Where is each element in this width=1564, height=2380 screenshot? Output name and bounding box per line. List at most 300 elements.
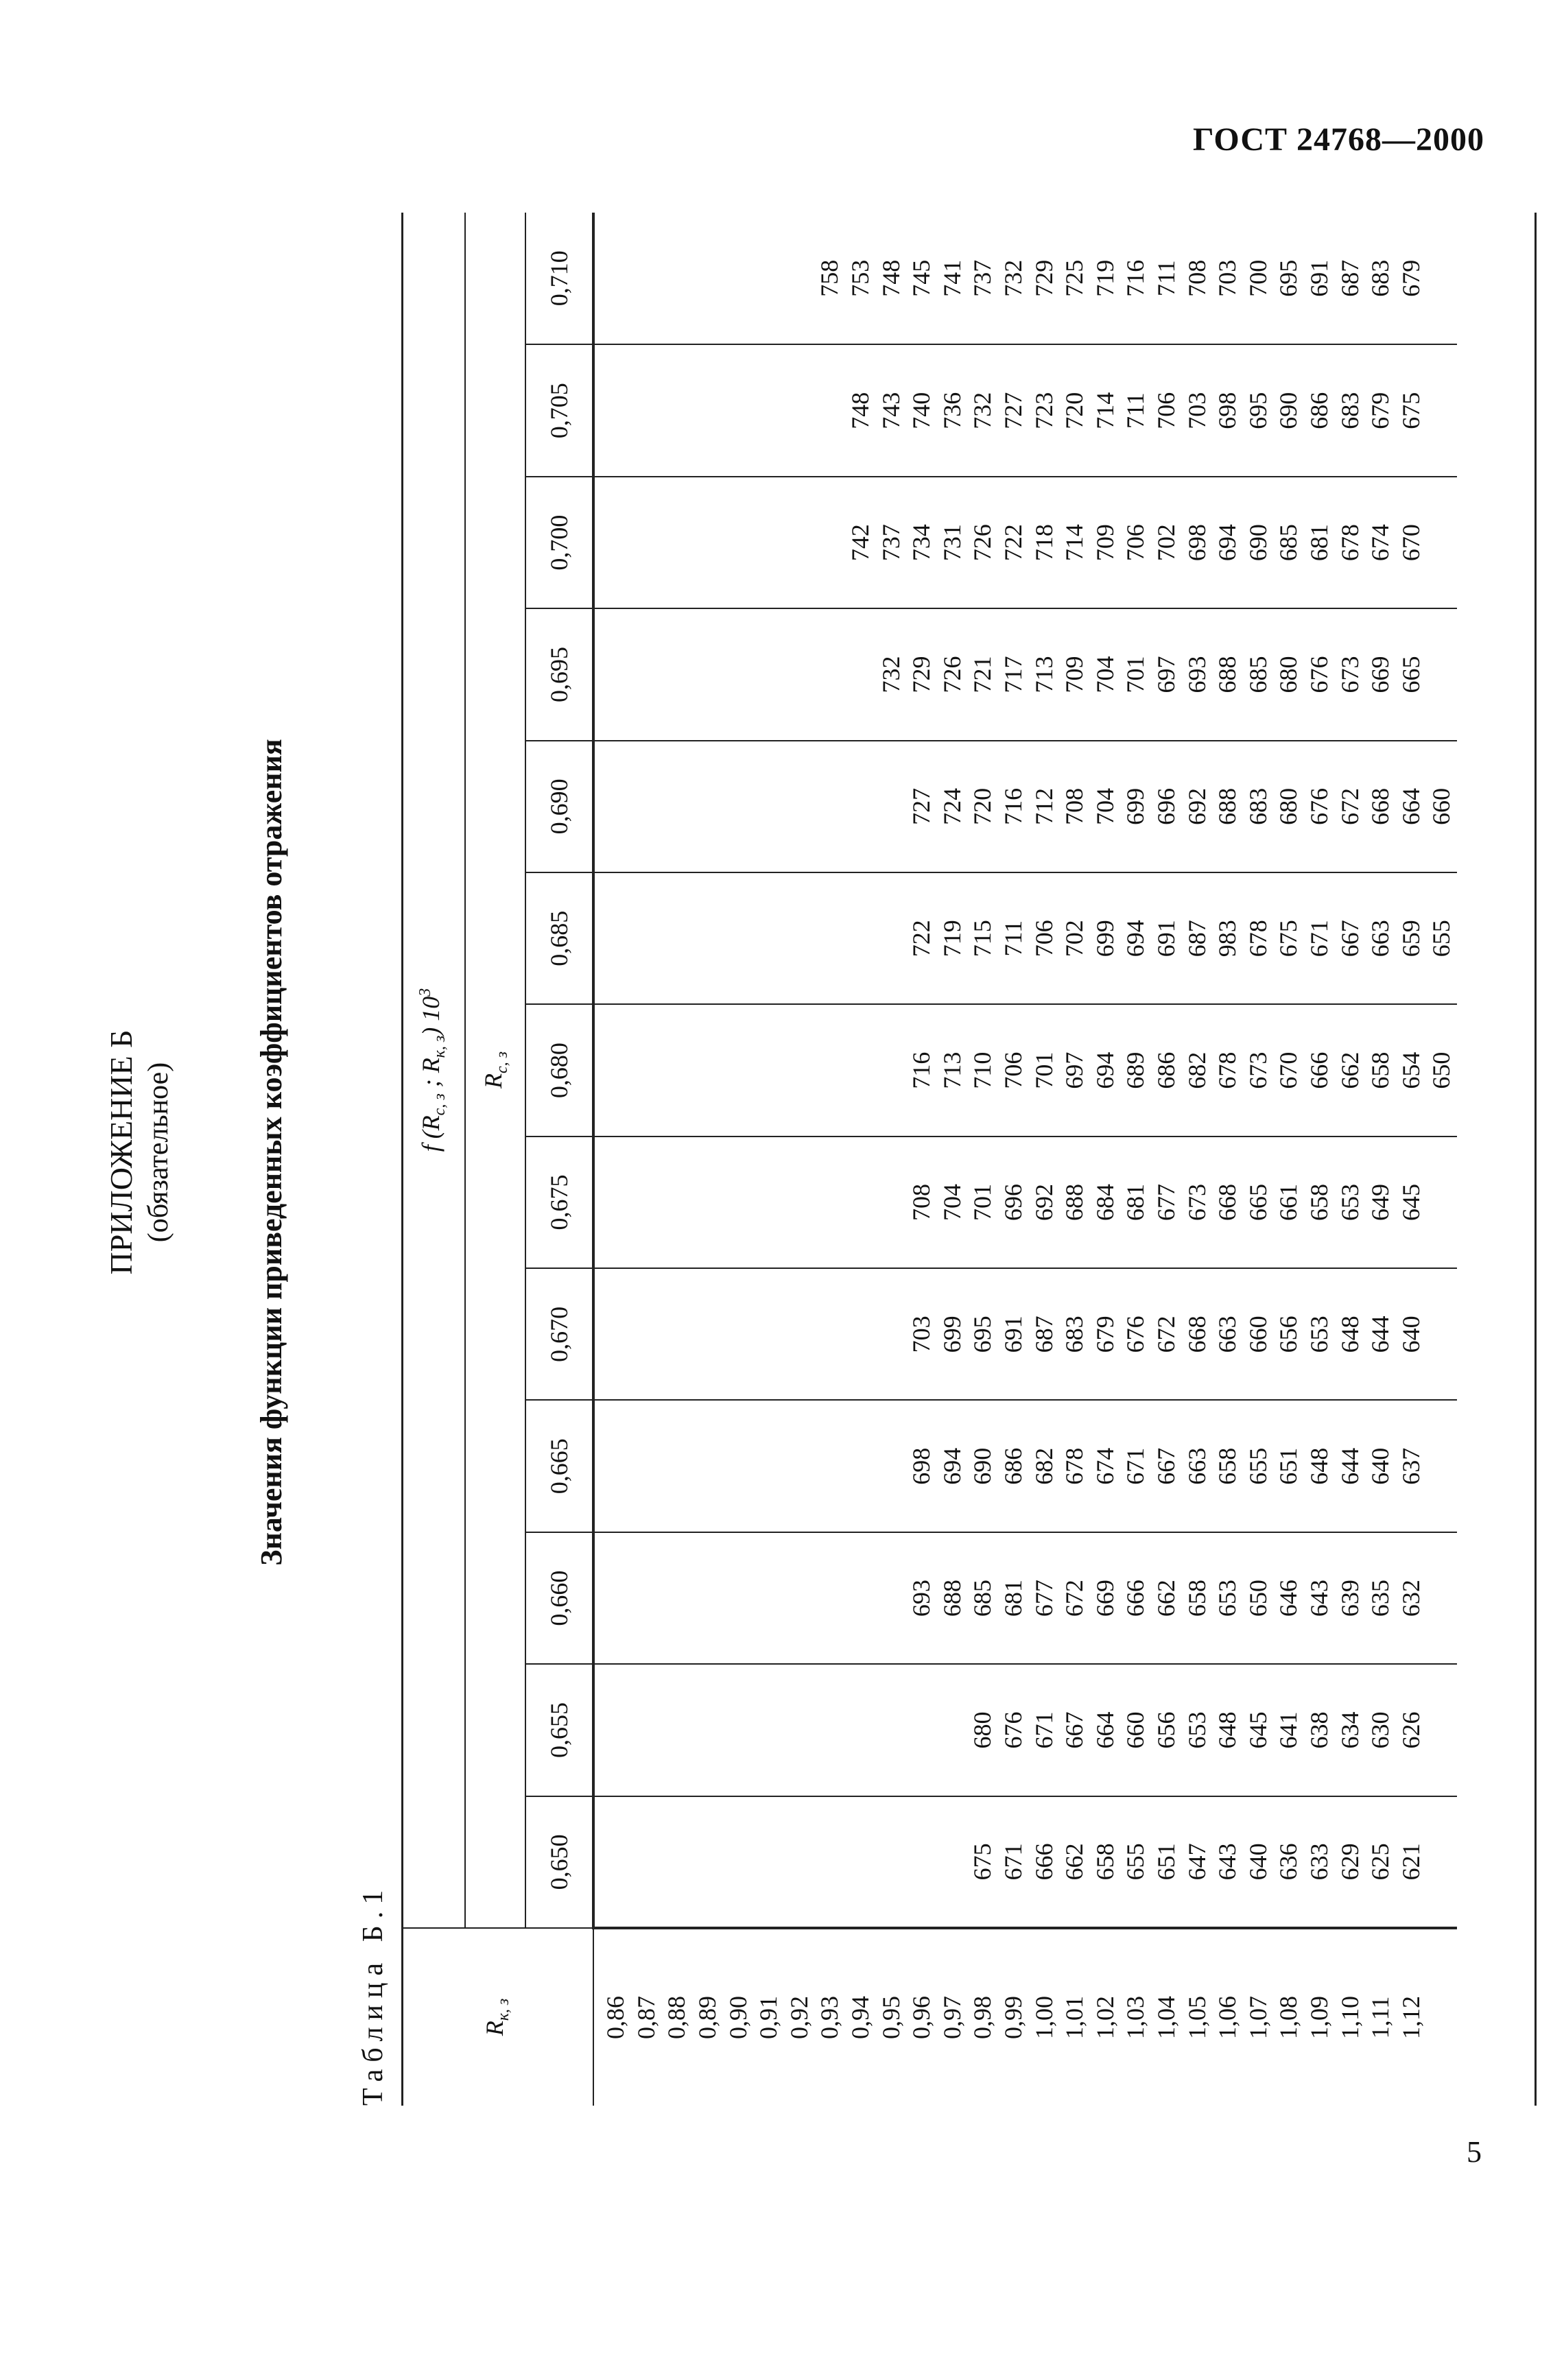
table-row [1090,213,1121,2106]
table-cell: 660 [1426,741,1457,872]
table-label: Таблица Б.1 [357,1883,389,2106]
table-cell [875,1664,906,1796]
table-cell [692,741,723,872]
table-cell: 641 [1273,1664,1304,1796]
appendix-heading [103,199,177,2106]
table-cell: 681 [1304,477,1335,608]
table-cell: 709 [1059,608,1090,740]
table-cell: 717 [998,608,1029,740]
table-cell: 716 [1120,213,1151,345]
table-cell: 688 [937,1532,968,1664]
table-cell: 703 [1181,345,1212,477]
rk-value: 0,97 [937,1928,968,2106]
table-cell: 675 [1273,872,1304,1004]
table-cell [631,1268,662,1400]
table-cell: 678 [1212,1004,1243,1136]
table-cell: 676 [1120,1268,1151,1400]
table-cell: 686 [1304,345,1335,477]
table-cell: 720 [967,741,998,872]
table-cell [753,1532,784,1664]
table-cell: 704 [937,1137,968,1268]
table-cell: 658 [1365,1004,1396,1136]
table-cell [784,1401,815,1532]
table-cell: 658 [1181,1532,1212,1664]
table-cell: 671 [998,1796,1029,1928]
reflection-coefficient-table [401,213,1457,2106]
rk-column-header: $R_{к, з}$ [401,1928,593,2106]
table-cell [722,741,753,872]
table-cell [753,872,784,1004]
table-cell: 639 [1334,1532,1365,1664]
rk-value: 0,99 [998,1928,1029,2106]
table-row [998,213,1029,2106]
table-cell: 723 [1028,345,1059,477]
table-cell [593,872,631,1004]
rk-value: 0,89 [692,1928,723,2106]
table-cell: 650 [1242,1532,1273,1664]
table-cell: 684 [1090,1137,1121,1268]
table-cell: 737 [875,477,906,608]
table-cell: 690 [1273,345,1304,477]
table-cell: 629 [1334,1796,1365,1928]
table-cell [814,872,845,1004]
table-row [1212,213,1243,2106]
table-cell [845,1268,876,1400]
table-cell [661,1137,692,1268]
rk-value: 0,87 [631,1928,662,2106]
table-cell: 663 [1212,1268,1243,1400]
table-cell: 711 [1151,213,1182,345]
table-cell: 673 [1181,1137,1212,1268]
table-cell: 706 [1120,477,1151,608]
table-cell: 635 [1365,1532,1396,1664]
table-cell: 682 [1181,1004,1212,1136]
table-cell: 683 [1059,1268,1090,1400]
table-cell: 702 [1151,477,1182,608]
table-cell: 708 [1181,213,1212,345]
table-cell: 654 [1395,1004,1426,1136]
rk-value: 1,05 [1181,1928,1212,2106]
table-cell [875,1796,906,1928]
table-cell [631,741,662,872]
table-cell [722,1664,753,1796]
table-cell [875,1532,906,1664]
rk-value: 0,90 [722,1928,753,2106]
table-cell: 741 [937,213,968,345]
table-cell [722,477,753,608]
table-cell: 671 [1120,1401,1151,1532]
rk-value: 0,96 [906,1928,937,2106]
table-cell: 640 [1365,1401,1396,1532]
table-cell: 698 [1181,477,1212,608]
table-cell: 713 [937,1004,968,1136]
table-row [1181,213,1212,2106]
table-cell [784,1532,815,1664]
table-cell: 643 [1212,1796,1243,1928]
table-cell: 758 [814,213,845,345]
table-cell: 734 [906,477,937,608]
table-cell [593,1664,631,1796]
table-cell [814,608,845,740]
table-cell [875,741,906,872]
table-cell: 696 [1151,741,1182,872]
table-cell: 710 [967,1004,998,1136]
rk-value [1426,1928,1457,2106]
table-cell: 695 [1242,345,1273,477]
table-cell: 680 [967,1664,998,1796]
rk-value: 0,92 [784,1928,815,2106]
table-cell: 668 [1212,1137,1243,1268]
table-row [1395,213,1426,2106]
table-cell: 720 [1059,345,1090,477]
table-cell: 701 [1120,608,1151,740]
table-cell [814,1401,845,1532]
table-cell [784,608,815,740]
table-row [631,213,662,2106]
table-cell [593,477,631,608]
table-row [906,213,937,2106]
table-cell: 653 [1334,1137,1365,1268]
table-cell [875,1401,906,1532]
table-cell: 655 [1120,1796,1151,1928]
table-cell: 718 [1028,477,1059,608]
table-cell [722,872,753,1004]
table-cell [753,1004,784,1136]
table-cell: 698 [1212,345,1243,477]
table-cell: 709 [1090,477,1121,608]
rk-value: 0,94 [845,1928,876,2106]
table-cell: 692 [1181,741,1212,872]
rk-value: 1,12 [1395,1928,1426,2106]
table-cell: 714 [1059,477,1090,608]
table-title: Значения функции приведенных коэффициентов отражения [254,739,288,1566]
table-cell [845,1532,876,1664]
table-cell [722,1268,753,1400]
table-cell: 674 [1090,1401,1121,1532]
table-cell: 677 [1151,1137,1182,1268]
table-cell: 703 [906,1268,937,1400]
table-cell: 681 [1120,1137,1151,1268]
table-cell: 687 [1028,1268,1059,1400]
table-cell: 699 [1120,741,1151,872]
rk-value: 0,88 [661,1928,692,2106]
table-cell [753,1268,784,1400]
table-cell [753,477,784,608]
table-cell: 701 [967,1137,998,1268]
table-cell: 983 [1212,872,1243,1004]
table-cell [1426,1401,1457,1532]
table-cell: 701 [1028,1004,1059,1136]
table-cell [906,1664,937,1796]
table-row [661,213,692,2106]
rk-value: 1,06 [1212,1928,1243,2106]
table-row [1242,213,1273,2106]
table-cell: 724 [937,741,968,872]
table-cell [845,872,876,1004]
table-cell [631,1137,662,1268]
rc-column-header: 0,670 [525,1268,593,1400]
table-cell [1426,1268,1457,1400]
table-cell: 645 [1242,1664,1273,1796]
table-cell: 662 [1059,1796,1090,1928]
table-cell: 725 [1059,213,1090,345]
table-cell: 621 [1395,1796,1426,1928]
table-cell: 653 [1304,1268,1335,1400]
table-cell [593,213,631,345]
table-cell [722,1796,753,1928]
table-row [845,213,876,2106]
table-cell: 693 [906,1532,937,1664]
table-cell: 661 [1273,1137,1304,1268]
table-cell: 736 [937,345,968,477]
table-cell: 691 [1304,213,1335,345]
table-row [1151,213,1182,2106]
table-cell: 655 [1426,872,1457,1004]
table-cell: 694 [1212,477,1243,608]
table-cell: 670 [1395,477,1426,608]
table-cell: 740 [906,345,937,477]
table-cell [593,345,631,477]
table-cell: 637 [1395,1401,1426,1532]
table-cell: 708 [906,1137,937,1268]
table-cell: 702 [1059,872,1090,1004]
table-cell [722,345,753,477]
table-cell: 722 [906,872,937,1004]
table-cell [784,345,815,477]
table-cell: 658 [1304,1137,1335,1268]
table-cell [722,1401,753,1532]
table-row [1304,213,1335,2106]
table-cell [661,1664,692,1796]
table-cell [906,1796,937,1928]
table-cell: 716 [906,1004,937,1136]
table-cell: 671 [1028,1664,1059,1796]
table-cell: 666 [1120,1532,1151,1664]
table-cell: 743 [875,345,906,477]
table-cell: 676 [998,1664,1029,1796]
table-cell: 653 [1212,1532,1243,1664]
table-cell: 690 [1242,477,1273,608]
table-cell: 674 [1365,477,1396,608]
page-number: 5 [1467,2135,1482,2169]
rk-value: 1,10 [1334,1928,1365,2106]
table-cell [753,608,784,740]
table-cell: 688 [1059,1137,1090,1268]
table-cell: 660 [1120,1664,1151,1796]
table-cell [814,1137,845,1268]
rc-column-header: 0,655 [525,1664,593,1796]
table-cell [845,741,876,872]
table-cell: 688 [1212,608,1243,740]
table-cell: 698 [906,1401,937,1532]
table-cell [753,1401,784,1532]
table-cell: 648 [1212,1664,1243,1796]
table-cell: 650 [1426,1004,1457,1136]
table-cell [784,213,815,345]
table-cell [593,1004,631,1136]
table-cell [631,1532,662,1664]
table-cell: 697 [1059,1004,1090,1136]
table-cell: 726 [967,477,998,608]
table-cell: 696 [998,1137,1029,1268]
rc-column-header: 0,650 [525,1796,593,1928]
table-cell [722,1004,753,1136]
table-cell [753,345,784,477]
table-cell: 727 [998,345,1029,477]
table-cell: 704 [1090,608,1121,740]
table-cell [753,213,784,345]
table-row [1120,213,1151,2106]
table-cell: 669 [1090,1532,1121,1664]
function-header: f ($R_{с, з}$ ; $R_{к, з}$) $10^3$ [401,213,465,1928]
rk-value: 0,91 [753,1928,784,2106]
table-body [593,213,1457,2106]
rc-column-header: 0,675 [525,1137,593,1268]
table-cell: 687 [1181,872,1212,1004]
table-row [1273,213,1304,2106]
table-cell [593,741,631,872]
table-cell: 640 [1242,1796,1273,1928]
table-cell: 651 [1151,1796,1182,1928]
table-cell: 711 [998,872,1029,1004]
table-cell: 692 [1028,1137,1059,1268]
table-cell [593,1532,631,1664]
table-cell [845,1664,876,1796]
table-cell: 665 [1395,608,1426,740]
table-cell [631,872,662,1004]
rk-value: 1,09 [1304,1928,1335,2106]
table-cell: 626 [1395,1664,1426,1796]
table-cell [784,477,815,608]
table-cell: 714 [1090,345,1121,477]
table-row [722,213,753,2106]
table-cell: 693 [1181,608,1212,740]
table-cell [661,1532,692,1664]
table-cell: 704 [1090,741,1121,872]
table-cell [593,1401,631,1532]
table-cell [1426,213,1457,345]
rc-column-header: 0,700 [525,477,593,608]
table-cell: 726 [937,608,968,740]
table-cell: 683 [1334,345,1365,477]
table-cell: 695 [967,1268,998,1400]
table-row [692,213,723,2106]
table-cell [845,1137,876,1268]
table-cell: 727 [906,741,937,872]
table-row [967,213,998,2106]
table-cell: 729 [906,608,937,740]
rc-column-header: 0,710 [525,213,593,345]
table-cell: 647 [1181,1796,1212,1928]
table-cell: 697 [1151,608,1182,740]
table-cell: 666 [1028,1796,1059,1928]
table-cell: 669 [1365,608,1396,740]
table-cell [1426,608,1457,740]
table-cell: 690 [967,1401,998,1532]
table-cell [875,1268,906,1400]
table-cell: 748 [845,345,876,477]
table-cell: 643 [1304,1532,1335,1664]
table-cell: 634 [1334,1664,1365,1796]
table-cell: 708 [1059,741,1090,872]
table-cell [661,608,692,740]
table-cell: 685 [967,1532,998,1664]
table-cell: 662 [1334,1004,1365,1136]
table-cell: 632 [1395,1532,1426,1664]
table-cell [1426,1796,1457,1928]
table-cell: 679 [1395,213,1426,345]
table-row [814,213,845,2106]
table-cell: 644 [1334,1401,1365,1532]
table-cell [1426,1137,1457,1268]
table-cell: 681 [998,1532,1029,1664]
table-cell [631,345,662,477]
rk-value: 0,93 [814,1928,845,2106]
table-cell [814,345,845,477]
table-cell [845,608,876,740]
table-cell: 706 [1151,345,1182,477]
table-row [1334,213,1365,2106]
table-cell: 677 [1028,1532,1059,1664]
table-cell [692,345,723,477]
table-cell: 742 [845,477,876,608]
table-cell: 625 [1365,1796,1396,1928]
rc-header: $R_{с, з}$ [465,213,525,1928]
table-cell [692,608,723,740]
table-row [1028,213,1059,2106]
table-cell [631,1664,662,1796]
table-cell [845,1796,876,1928]
table-cell [784,872,815,1004]
table-cell: 656 [1151,1664,1182,1796]
rotated-page-content [82,199,1564,2106]
rk-value: 1,04 [1151,1928,1182,2106]
appendix-title: ПРИЛОЖЕНИЕ Б [104,1030,139,1275]
rk-value: 1,02 [1090,1928,1121,2106]
table-cell: 636 [1273,1796,1304,1928]
table-cell: 646 [1273,1532,1304,1664]
table-cell [631,1004,662,1136]
table-cell [661,872,692,1004]
rc-column-header: 0,665 [525,1401,593,1532]
table-cell [784,1137,815,1268]
table-cell: 663 [1181,1401,1212,1532]
rk-value: 0,98 [967,1928,998,2106]
rc-column-header: 0,695 [525,608,593,740]
appendix-subtitle: (обязательное) [143,1062,174,1243]
rk-value: 1,07 [1242,1928,1273,2106]
table-cell [784,1004,815,1136]
table-cell: 665 [1242,1137,1273,1268]
rc-column-header: 0,680 [525,1004,593,1136]
table-cell: 694 [937,1401,968,1532]
table-cell: 676 [1304,741,1335,872]
table-cell: 676 [1304,608,1335,740]
rk-value: 1,08 [1273,1928,1304,2106]
table-cell [1426,477,1457,608]
table-cell [1426,1532,1457,1664]
table-cell: 656 [1273,1268,1304,1400]
table-cell: 667 [1151,1401,1182,1532]
table-cell [753,741,784,872]
table-cell: 683 [1365,213,1396,345]
table-cell: 655 [1242,1401,1273,1532]
table-cell: 673 [1242,1004,1273,1136]
table-cell: 638 [1304,1664,1335,1796]
rk-value: 0,86 [593,1928,631,2106]
table-cell [692,1401,723,1532]
table-cell [814,1664,845,1796]
